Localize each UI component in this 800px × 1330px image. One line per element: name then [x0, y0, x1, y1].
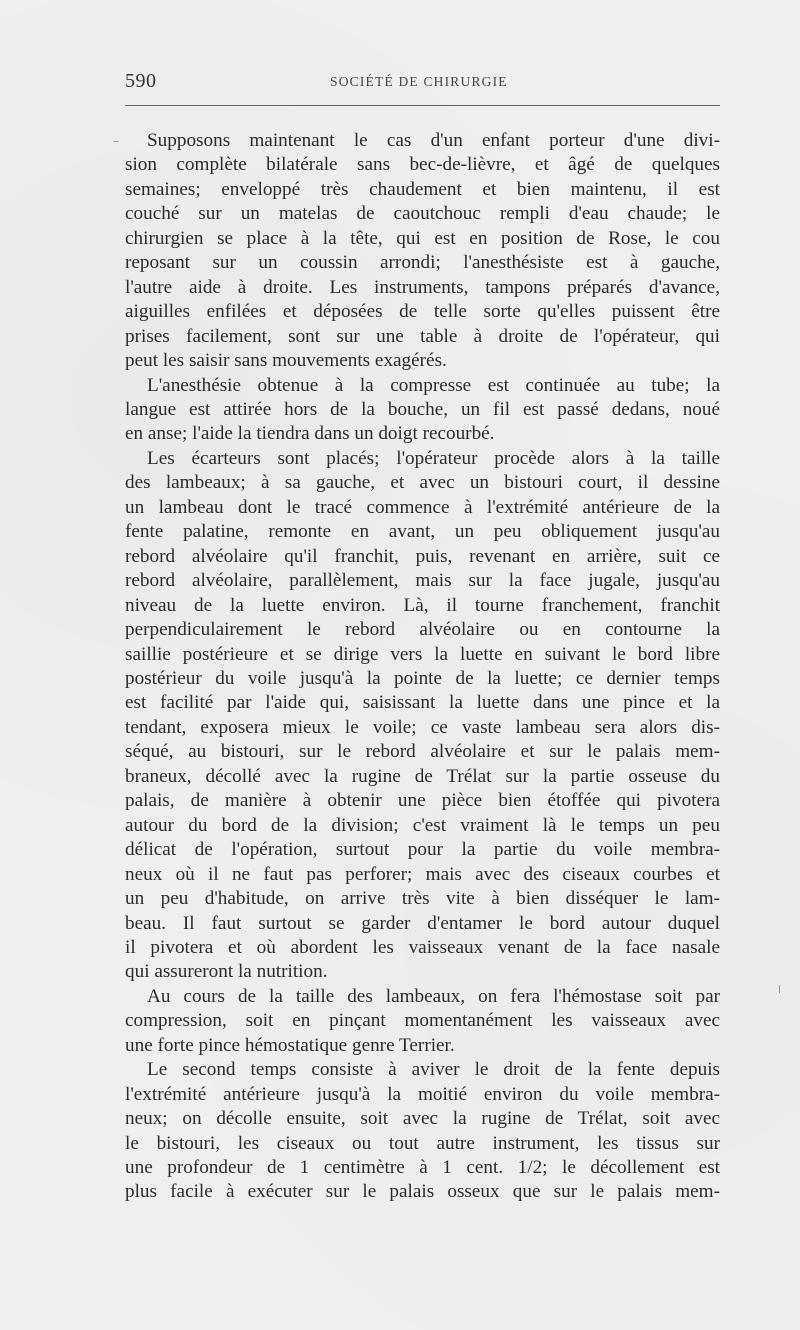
text-line: postérieur du voile jusqu'à la pointe de la luette; ce dernier temps — [125, 667, 720, 689]
paragraph — [125, 374, 720, 447]
text-line: Au cours de la taille des lambeaux, on fera l'hémostase soit par — [147, 985, 720, 1007]
text-line: prises facilement, sont sur une table à droite de l'opérateur, qui — [125, 325, 720, 347]
text-line: l'extrémité antérieure jusqu'à la moitié environ du voile membra- — [125, 1083, 720, 1105]
text-line: rebord alvéolaire qu'il franchit, puis, revenant en arrière, suit ce — [125, 545, 720, 567]
book-page — [125, 66, 720, 1203]
running-head — [125, 66, 720, 96]
body-text — [125, 129, 720, 1205]
text-line: peut les saisir sans mouvements exagérés. — [125, 350, 447, 372]
text-line: des lambeaux; à sa gauche, et avec un bistouri court, il dessine — [125, 472, 720, 494]
text-line: saillie postérieure et se dirige vers la luette en suivant le bord libre — [125, 643, 720, 665]
scan-mark — [113, 141, 119, 142]
text-line: séqué, au bistouri, sur le rebord alvéolaire et sur le palais mem- — [125, 741, 720, 763]
text-line: langue est attirée hors de la bouche, un fil est passé dedans, noué — [125, 398, 720, 420]
text-line: Supposons maintenant le cas d'un enfant porteur d'une divi- — [147, 130, 720, 151]
page-number: 590 — [125, 70, 157, 92]
text-line: palais, de manière à obtenir une pièce bien étoffée qui pivotera — [125, 790, 720, 812]
text-line: fente palatine, remonte en avant, un peu obliquement jusqu'au — [125, 521, 720, 543]
text-line: beau. Il faut surtout se garder d'entamer le bord autour duquel — [125, 912, 720, 934]
text-line: une profondeur de 1 centimètre à 1 cent. 1/2; le décollement est — [125, 1157, 720, 1179]
text-line: neux; on décolle ensuite, soit avec la rugine de Trélat, soit avec — [125, 1108, 720, 1130]
text-line: qui assureront la nutrition. — [125, 961, 328, 983]
paragraph — [125, 129, 720, 374]
text-line: plus facile à exécuter sur le palais osseux que sur le palais mem- — [125, 1181, 720, 1203]
text-line: Les écarteurs sont placés; l'opérateur procède alors à la taille — [147, 447, 720, 469]
paragraph — [125, 985, 720, 1058]
text-line: un peu d'habitude, on arrive très vite à bien disséquer le lam- — [125, 888, 720, 910]
text-line: une forte pince hémostatique genre Terrier. — [125, 1034, 455, 1056]
text-line: chirurgien se place à la tête, qui est en position de Rose, le cou — [125, 227, 720, 249]
text-line: tendant, exposera mieux le voile; ce vaste lambeau sera alors dis- — [125, 716, 720, 738]
text-line: semaines; enveloppé très chaudement et bien maintenu, il est — [125, 178, 720, 200]
text-line: est facilité par l'aide qui, saisissant la luette dans une pince et la — [125, 692, 720, 714]
header-rule — [125, 105, 720, 106]
text-line: couché sur un matelas de caoutchouc rempli d'eau chaude; le — [125, 203, 720, 225]
text-line: l'autre aide à droite. Les instruments, tampons préparés d'avance, — [125, 276, 720, 298]
text-line: il pivotera et où abordent les vaisseaux venant de la face nasale — [125, 936, 720, 958]
paragraph — [125, 1058, 720, 1205]
text-line: un lambeau dont le tracé commence à l'extrémité antérieure de la — [125, 496, 720, 518]
running-head-title: SOCIÉTÉ DE CHIRURGIE — [330, 74, 508, 89]
text-line: Le second temps consiste à aviver le droit de la fente depuis — [147, 1059, 720, 1081]
text-line: rebord alvéolaire, parallèlement, mais sur la face jugale, jusqu'au — [125, 570, 720, 592]
text-line: compression, soit en pinçant momentanément les vaisseaux avec — [125, 1010, 720, 1032]
text-line: sion complète bilatérale sans bec-de-lièvre, et âgé de quelques — [125, 154, 720, 176]
text-line: en anse; l'aide la tiendra dans un doigt recourbé. — [125, 423, 495, 445]
text-line: perpendiculairement le rebord alvéolaire ou en contourne la — [125, 619, 720, 641]
text-line: neux où il ne faut pas perforer; mais avec des ciseaux courbes et — [125, 863, 720, 885]
margin-mark — [779, 985, 780, 993]
paragraph — [125, 447, 720, 985]
text-line: niveau de la luette environ. Là, il tourne franchement, franchit — [125, 594, 720, 616]
text-line: braneux, décollé avec la rugine de Trélat sur la partie osseuse du — [125, 765, 720, 787]
text-line: L'anesthésie obtenue à la compresse est continuée au tube; la — [147, 374, 720, 396]
text-line: délicat de l'opération, surtout pour la partie du voile membra- — [125, 839, 720, 861]
text-line: reposant sur un coussin arrondi; l'anesthésiste est à gauche, — [125, 252, 720, 274]
text-line: aiguilles enfilées et déposées de telle sorte qu'elles puissent être — [125, 301, 720, 323]
text-line: le bistouri, les ciseaux ou tout autre instrument, les tissus sur — [125, 1132, 720, 1154]
text-line: autour du bord de la division; c'est vraiment là le temps un peu — [125, 814, 720, 836]
